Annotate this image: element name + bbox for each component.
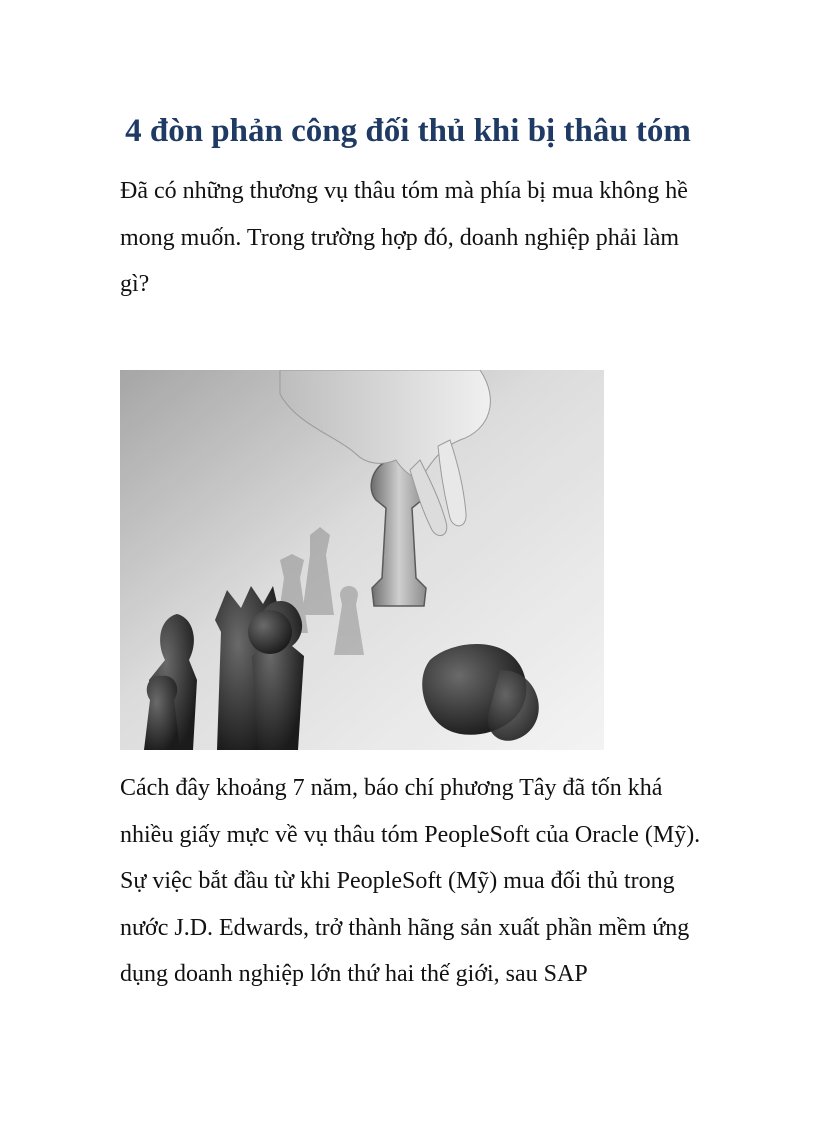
chess-photo — [120, 370, 604, 750]
article-body-paragraph: Cách đây khoảng 7 năm, báo chí phương Tây đã tốn khá nhiều giấy mực về vụ thâu tóm PeopleSoft của Oracle (Mỹ). Sự việc bắt đầu từ khi PeopleSoft (Mỹ) mua đối thủ trong nước J.D. Edwards, trở thành hãng sản xuất phần mềm ứng dụng doanh nghiệp lớn thứ hai thế giới, sau SAP — [120, 775, 701, 987]
chess-photo-icon — [120, 370, 604, 750]
article-lead: Đã có những thương vụ thâu tóm mà phía bị mua không hề mong muốn. Trong trường hợp đó, doanh nghiệp phải làm gì? — [120, 178, 688, 297]
article-title: 4 đòn phản công đối thủ khi bị thâu tóm — [125, 113, 691, 149]
